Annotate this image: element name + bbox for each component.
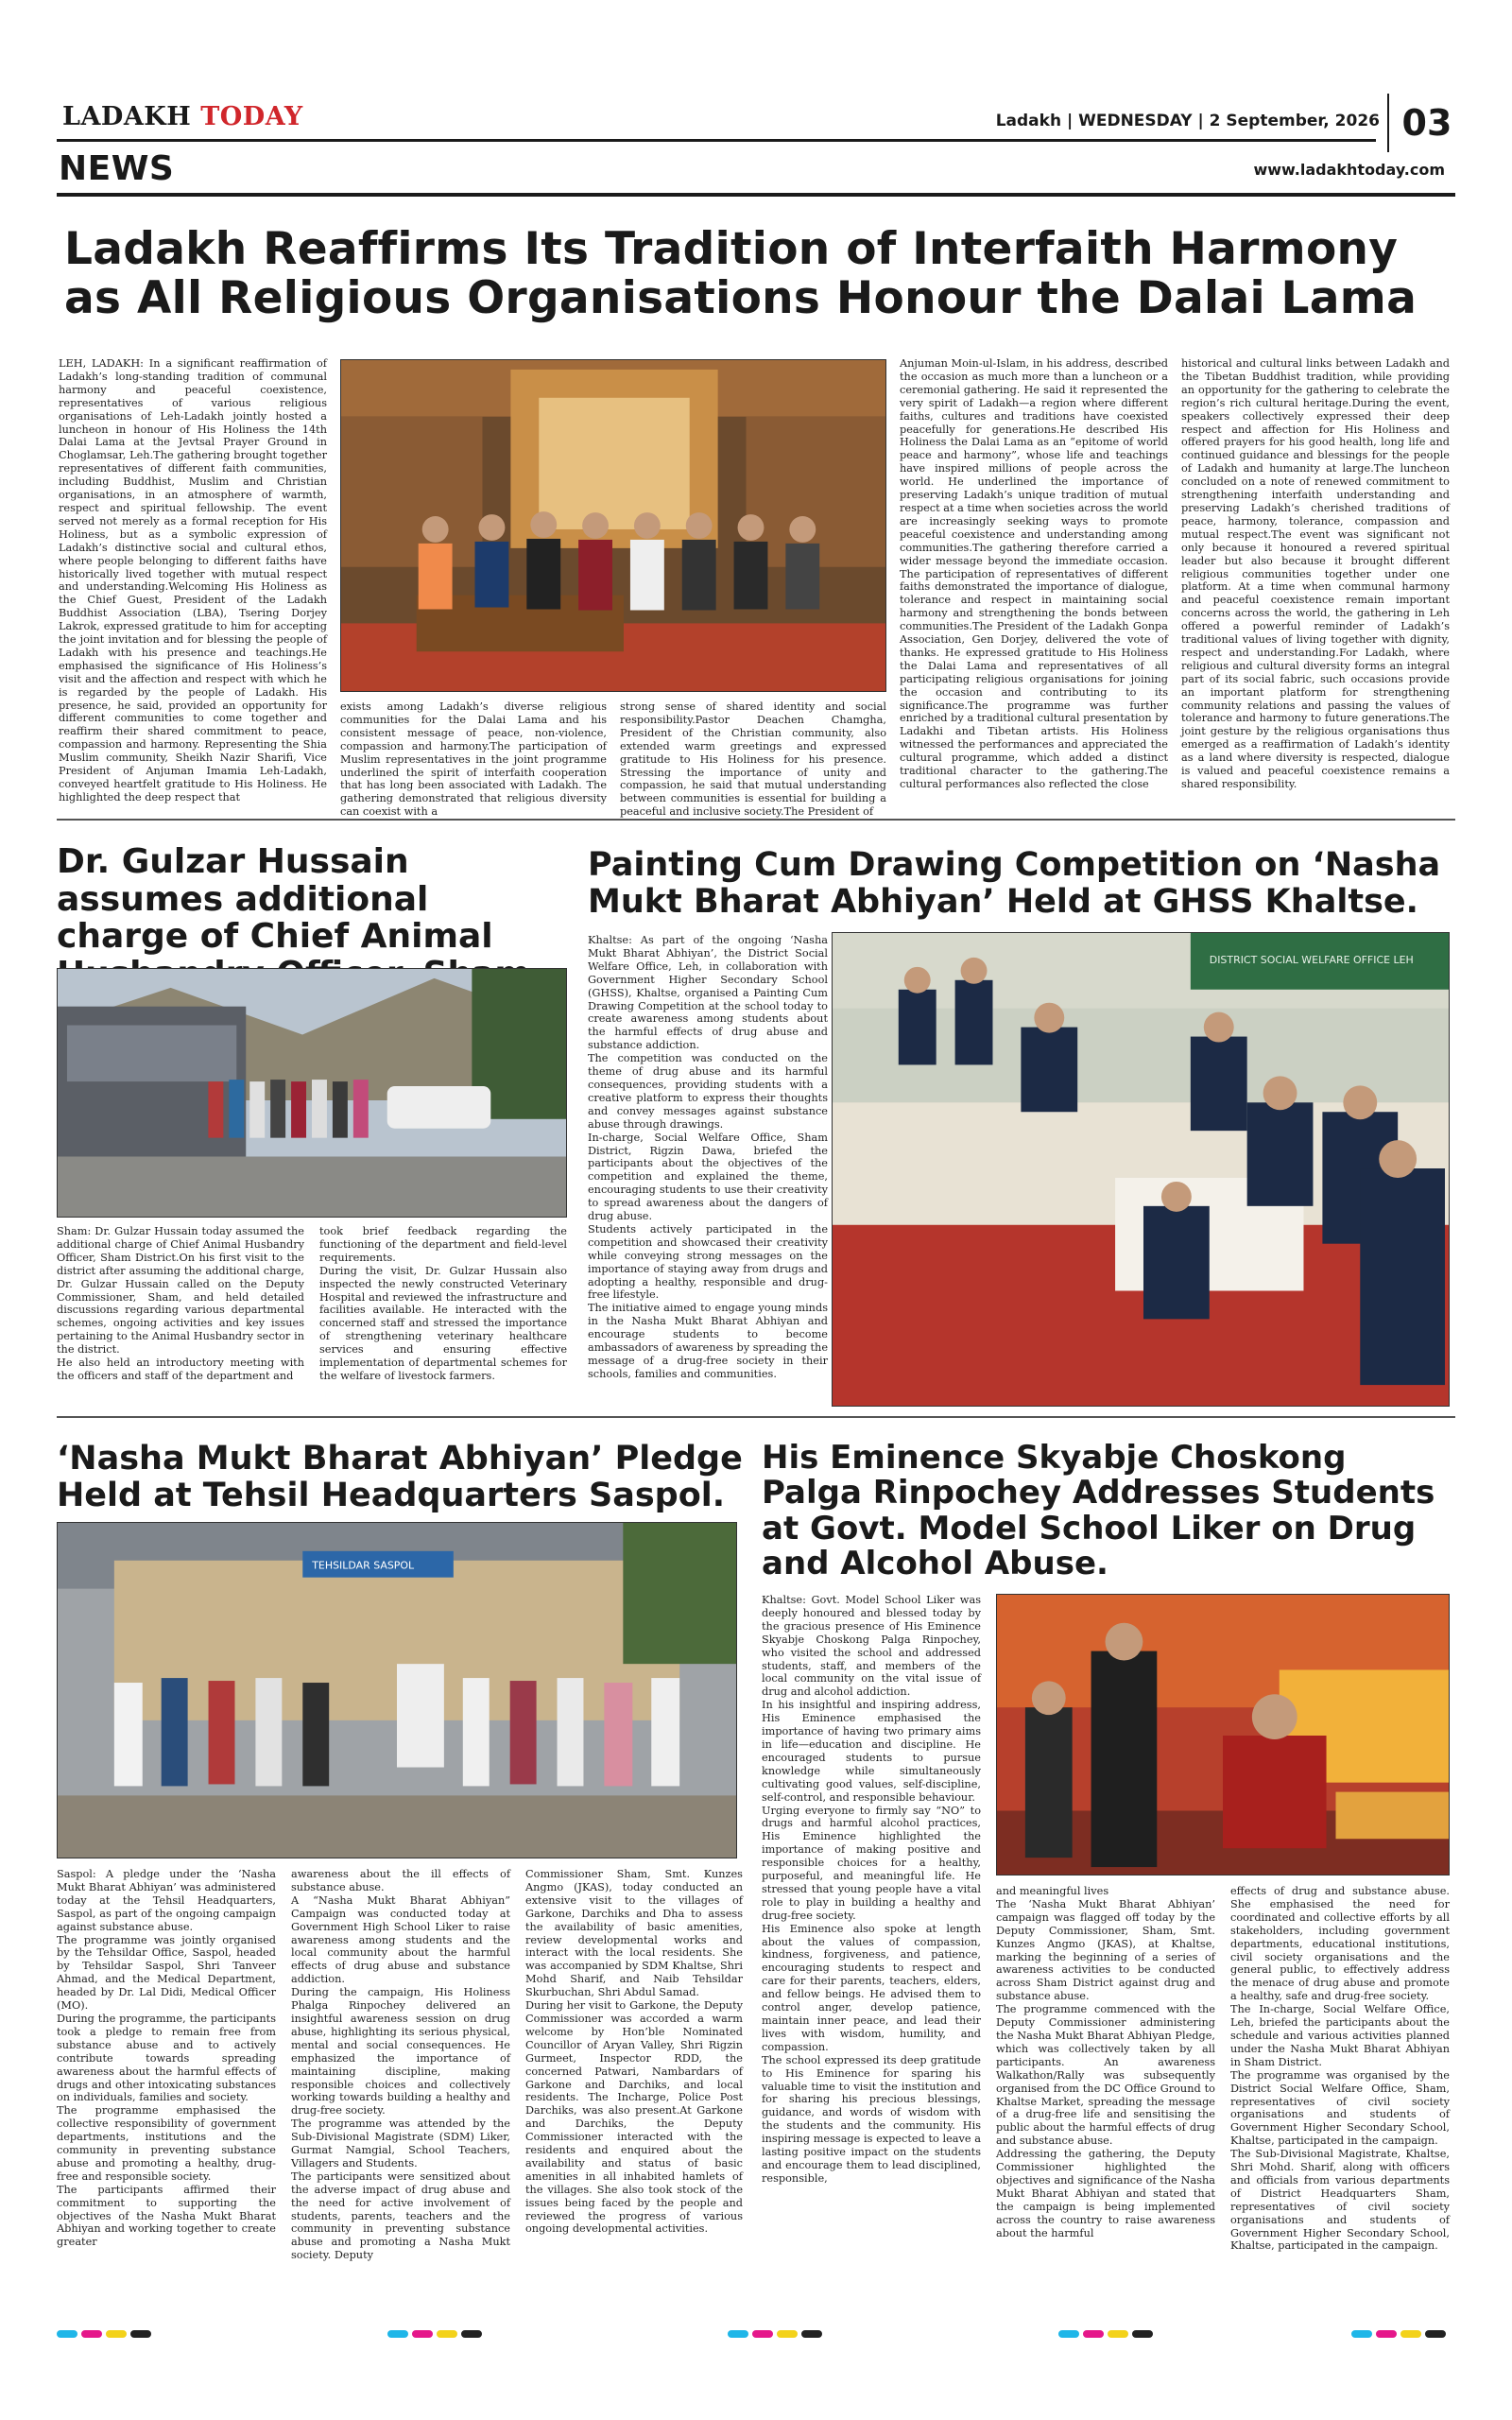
registration-marks-3 xyxy=(728,2324,826,2342)
saspol-col3: Commissioner Sham, Smt. Kunzes Angmo (JKAS), today conducted an extensive visit to the villages of Garkone, Darchiks and Dha to assess the availability of basic amenities, review developmental works and interact with the local residents. She was accompanied by SDM Khaltse, Shri Mohd Sharif, and Naib Tehsildar Skurbuchan, Shri Abdul Samad. During her visit to Garkone, the Deputy Commissioner was accorded a warm welcome by Hon’ble Nominated Councillor of Aryan Valley, Shri Rigzin Gurmeet, Inspector RDD, the concerned Patwari, Nambardars of Garkone and Darchiks, and local residents. The Incharge, Police Post Darchiks, was also present.At Garkone and Darchiks, the Deputy Commissioner interacted with the residents and enquired about the availability and status of basic amenities in all inhabited hamlets of the villages. She also took stock of the issues being faced by the people and reviewed the progress of various ongoing developmental activities. xyxy=(525,1868,743,2236)
painting-body: Khaltse: As part of the ongoing ‘Nasha Mukt Bharat Abhiyan’, the District Social Welfare Office, Leh, in collaboration with Government Higher Secondary School (GHSS), Khaltse, organised a Painting Cum Drawing Competition at the school today to create awareness among students about the harmful effects of drug abuse and substance addiction. The competition was conducted on the theme of drug abuse and its harmful consequences, providing students with a creative platform to express their thoughts and convey messages against substance abuse through drawings. In-charge, Social Welfare Office, Sham District, Rigzin Dawa, briefed the participants about the objectives of the competition and explained the theme, encouraging students to use their creativity to spread awareness about the dangers of drug abuse. Students actively participated in the competition and showcased their creativity while conveying strong messages on the importance of staying away from drugs and adopting a healthy, responsible and drug-free lifestyle. The initiative aimed to engage young minds in the Nasha Mukt Bharat Abhiyan and encourage students to become ambassadors of awareness by spreading the message of a drug-free society in their schools, families and communities. xyxy=(588,934,829,1380)
saspol-headline: ‘Nasha Mukt Bharat Abhiyan’ Pledge Held at Tehsil Headquarters Saspol. xyxy=(57,1440,743,1514)
rinpochey-headline: His Eminence Skyabje Choskong Palga Rinpochey Addresses Students at Govt. Model School Liker on Drug and Alcohol Abuse. xyxy=(762,1439,1435,1583)
website-url: www.ladakhtoday.com xyxy=(1253,161,1445,179)
divider-2 xyxy=(57,1416,1455,1418)
painting-photo xyxy=(832,932,1450,1407)
lead-col3: strong sense of shared identity and social responsibility.Pastor Deachen Chamgha, President of the Christian community, also extended warm greetings and expressed gratitude to His Holiness for his presence. Stressing the importance of unity and compassion, he said that mutual understanding between communities is essential for building a peaceful and inclusive society.The President of xyxy=(620,700,886,819)
registration-marks-5 xyxy=(1351,2324,1450,2342)
banner-text: DISTRICT SOCIAL WELFARE OFFICE LEH xyxy=(1209,953,1414,966)
rinpochey-col1: Khaltse: Govt. Model School Liker was deeply honoured and blessed today by the gracious presence of His Eminence Skyabje Choskong Palga Rinpochey, who visited the school and addressed students, staff, and members of the local community on the vital issue of drug and alcohol addiction. In his insightful and inspiring address, His Eminence emphasised the importance of having two primary aims in life—education and discipline. He encouraged students to pursue knowledge while simultaneously cultivating good values, self-discipline, self-control, and responsible behaviour. Urging everyone to firmly say “NO” to drugs and harmful alcohol practices, His Eminence highlighted the importance of making positive and responsible choices for a healthy, purposeful, and meaningful life. He stressed that young people have a vital role to play in building a healthy and drug-free society. His Eminence also spoke at length about the values of compassion, kindness, forgiveness, and patience, encouraging students to respect and care for their parents, teachers, elders, and fellow beings. He advised them to control anger, develop patience, maintain inner peace, and lead their lives with wisdom, humility, and compassion. The school expressed its deep gratitude to His Eminence for sparing his valuable time to visit the institution and for sharing his precious blessings, guidance, and words of wisdom with the students and the community. His inspiring message is expected to leave a lasting positive impact on the students and encourage them to lead disciplined, responsible, xyxy=(762,1594,981,2185)
painting-headline: Painting Cum Drawing Competition on ‘Nasha Mukt Bharat Abhiyan’ Held at GHSS Khaltse. xyxy=(588,846,1441,921)
gulzar-col1: Sham: Dr. Gulzar Hussain today assumed the additional charge of Chief Animal Husbandry Officer, Sham District.On his first visit to the district after assuming the additional charge, Dr. Gulzar Hussain called on the Deputy Commissioner, Sham, and held detailed discussions regarding various departmental schemes, ongoing activities and key issues pertaining to the Animal Husbandry sector in the district. He also held an introductory meeting with the officers and staff of the department and xyxy=(57,1225,304,1382)
rinpochey-photo xyxy=(996,1594,1450,1876)
saspol-col1: Saspol: A pledge under the ‘Nasha Mukt Bharat Abhiyan’ was administered today at the Tehsil Headquarters, Saspol, as part of the ongoing campaign against substance abuse. The programme was jointly organised by the Tehsildar Office, Saspol, headed by Tehsildar Saspol, Shri Tanveer Ahmad, and the Medical Department, headed by Dr. Lal Didi, Medical Officer (MO). During the programme, the participants took a pledge to remain free from substance abuse and to actively contribute towards spreading awareness about the harmful effects of drugs and other intoxicating substances on individuals, families and society. The programme emphasised the collective responsibility of government departments, institutions and the community in preventing substance abuse and promoting a healthy, drug-free and responsible society. The participants affirmed their commitment to supporting the objectives of the Nasha Mukt Bharat Abhiyan and working together to create greater xyxy=(57,1868,276,2249)
rinpochey-col3: effects of drug and substance abuse. She emphasised the need for coordinated and collective efforts by all stakeholders, including government departments, educational institutions, civil society organisations and the general public, to effectively address the menace of drug abuse and promote a healthy, safe and drug-free society. The In-charge, Social Welfare Office, Leh, briefed the participants about the schedule and various activities planned under the Nasha Mukt Bharat Abhiyan in Sham District. The programme was organised by the District Social Welfare Office, Sham, representatives of civil society organisations and students of Government Higher Secondary School, Khaltse, participated in the campaign. The Sub-Divisional Magistrate, Khaltse, Shri Mohd. Sharif, along with officers and officials from various departments of District Headquarters Sham, representatives of civil society organisations and students of Government Higher Secondary School, Khaltse, participated in the campaign. xyxy=(1230,1885,1450,2253)
saspol-col2: awareness about the ill effects of substance abuse. A “Nasha Mukt Bharat Abhiyan” Campaign was conducted today at Government High School Liker to raise awareness among students and the local community about the harmful effects of drug abuse and substance addiction. During the campaign, His Holiness Phalga Rinpochey delivered an insightful awareness session on drug abuse, highlighting its serious physical, mental and social consequences. He emphasized the importance of maintaining discipline, making responsible choices and collectively working towards building a healthy and drug-free society. The programme was attended by the Sub-Divisional Magistrate (SDM) Liker, Gurmat Namgial, School Teachers, Villagers and Students. The participants were sensitized about the adverse impact of drug abuse and the need for active involvement of students, parents, teachers and the community in preventing substance abuse and promoting a Nasha Mukt society. Deputy xyxy=(291,1868,510,2262)
masthead-rule xyxy=(57,139,1376,142)
lead-col4: Anjuman Moin-ul-Islam, in his address, described the occasion as much more than a luncheon or a ceremonial gathering. He said it represented the very spirit of Ladakh—a region where different faiths, cultures and traditions have coexisted peacefully for generations.He described His Holiness the Dalai Lama as an “epitome of world peace and harmony”, whose life and teachings have inspired millions of people across the world. He underlined the importance of preserving Ladakh’s unique tradition of mutual respect at a time when societies across the world are increasingly seeking ways to promote peaceful coexistence and understanding among communities.The gathering therefore carried a wider message beyond the immediate occasion. The participation of representatives of different faiths demonstrated the importance of dialogue, tolerance and respect in maintaining social harmony and strengthening the bonds between communities.The President of the Ladakh Gonpa Association, Gen Dorjey, delivered the vote of thanks. He expressed gratitude to His Holiness the Dalai Lama and representatives of all participating religious organisations for joining the occasion and contributing to its significance.The programme was further enriched by a traditional cultural presentation by Ladakhi and Tibetan artists. His Holiness witnessed the performances and appreciated the cultural programme, which added a distinct traditional character to the gathering.The cultural performances also reflected the close xyxy=(900,357,1168,790)
registration-marks-1 xyxy=(57,2324,155,2342)
gulzar-headline: Dr. Gulzar Hussain assumes additional charge of Chief Animal xyxy=(57,842,493,957)
gulzar-col2: took brief feedback regarding the functioning of the department and field-level requirements. During the visit, Dr. Gulzar Hussain also inspected the newly constructed Veterinary Hospital and reviewed the infrastructure and facilities available. He interacted with the concerned staff and stressed the importance of strengthening veterinary healthcare services and ensuring effective implementation of departmental schemes for the welfare of livestock farmers. xyxy=(319,1225,567,1382)
section-tag: NEWS xyxy=(59,149,175,188)
lead-col5: historical and cultural links between Ladakh and the Tibetan Buddhist tradition, while providing an opportunity for the gathering to celebrate the region’s rich cultural heritage.During the event, speakers collectively expressed their deep respect and affection for His Holiness and offered prayers for his good health, long life and continued guidance and blessings for the people of Ladakh and humanity at large.The luncheon concluded on a note of renewed commitment to strengthening interfaith understanding and preserving Ladakh’s cherished traditions of peace, harmony, tolerance, compassion and mutual respect.The event was significant not only because it honoured a revered spiritual leader but also because it brought different religious communities together under one platform. At a time when communal harmony and peaceful coexistence remain important concerns across the world, the gathering in Leh offered a powerful reminder of Ladakh’s traditional values of living together with dignity, respect and understanding.For Ladakh, where religious and cultural diversity forms an integral part of its social fabric, such occasions provide an important platform for strengthening community relations and passing the values of tolerance and harmony to future generations.The joint gesture by the religious organisations thus emerged as a reaffirmation of Ladakh’s identity as a land where diversity is respected, dialogue is valued and peaceful coexistence remains a shared responsibility. xyxy=(1181,357,1450,790)
registration-marks-4 xyxy=(1058,2324,1157,2342)
registration-marks-2 xyxy=(387,2324,486,2342)
lead-photo xyxy=(340,359,886,692)
divider-1 xyxy=(57,819,1455,821)
section-rule xyxy=(57,193,1455,197)
saspol-photo xyxy=(57,1522,737,1858)
dateline: Ladakh | WEDNESDAY | 2 September, 2026 xyxy=(995,112,1380,130)
masthead-logo: LADAKH TODAY xyxy=(62,102,303,131)
lead-headline: Ladakh Reaffirms Its Tradition of Interfaith Harmony as All Religious Organisations Honour the Dalai Lama xyxy=(64,223,1418,324)
gulzar-photo xyxy=(57,968,567,1218)
lead-col2: exists among Ladakh’s diverse religious communities for the Dalai Lama and his consistent message of peace, non-violence, compassion and harmony.The participation of Muslim representatives in the joint programme underlined the spirit of interfaith cooperation that has long been associated with Ladakh. The gathering demonstrated that religious diversity can coexist with a xyxy=(340,700,607,819)
saspol-banner-text: TEHSILDAR SASPOL xyxy=(312,1559,415,1572)
page-number: 03 xyxy=(1387,94,1465,152)
rinpochey-col2: and meaningful lives The ‘Nasha Mukt Bharat Abhiyan’ campaign was flagged off today by the Deputy Commissioner, Sham, Smt. Kunzes Angmo (JKAS), at Khaltse, marking the beginning of a series of awareness activities to be conducted across Sham District against drug and substance abuse. The programme commenced with the Deputy Commissioner administering the Nasha Mukt Bharat Abhiyan Pledge, which was collectively taken by all participants. An awareness Walkathon/Rally was subsequently organised from the DC Office Ground to Khaltse Market, spreading the message of a drug-free life and sensitising the public about the harmful effects of drug and substance abuse. Addressing the gathering, the Deputy Commissioner highlighted the objectives and significance of the Nasha Mukt Bharat Abhiyan and stated that the campaign is being implemented across the country to raise awareness about the harmful xyxy=(996,1885,1215,2239)
lead-col1: LEH, LADAKH: In a significant reaffirmation of Ladakh’s long-standing tradition of communal harmony and peaceful coexistence, representatives of various religious organisations of Leh-Ladakh jointly hosted a luncheon in honour of His Holiness the 14th Dalai Lama at the Jevtsal Prayer Ground in Choglamsar, Leh.The gathering brought together representatives of different faith communities, including Buddhist, Muslim and Christian organisations, in an atmosphere of warmth, respect and spiritual fellowship. The event served not merely as a formal reception for His Holiness, but as a symbolic expression of Ladakh’s distinctive social and cultural ethos, where people belonging to different faiths have historically lived together with mutual respect and understanding.Welcoming His Holiness as the Chief Guest, President of the Ladakh Buddhist Association (LBA), Tsering Dorjey Lakrok, expressed gratitude to him for accepting the joint invitation and for blessing the people of Ladakh with his presence and teachings.He emphasised the significance of His Holiness’s visit and the affection and respect with which he is regarded by the people of Ladakh. His presence, he said, provided an opportunity for different communities to come together and reaffirm their shared commitment to peace, compassion and harmony. Representing the Shia Muslim community, Sheikh Nazir Sharifi, Vice President of Anjuman Imamia Leh-Ladakh, conveyed heartfelt gratitude to His Holiness. He highlighted the deep respect that xyxy=(59,357,327,804)
